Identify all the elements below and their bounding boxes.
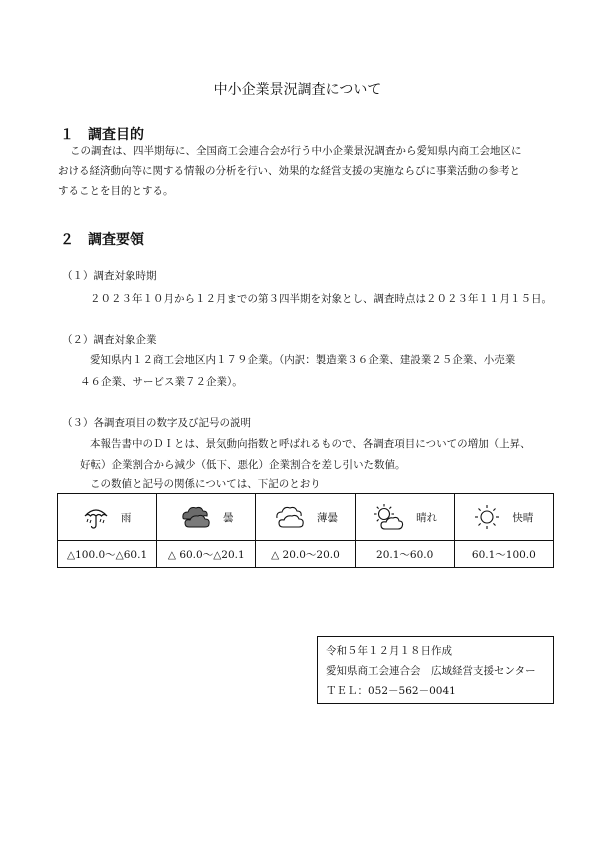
page-title: 中小企業景況調査について <box>213 82 382 98</box>
legend-range-partly-cloudy: △ 20.0～20.0 <box>256 541 355 568</box>
sub1-text: ２０２３年１０月から１２月までの第３四半期を対象とし、調査時点は２０２３年１１月１５日。 <box>90 293 552 305</box>
legend-label-cloudy: 曇 <box>223 511 234 524</box>
sub2-line-2: ４６企業、サービス業７２企業）。 <box>80 376 243 388</box>
sub2-label: （２）調査対象企業 <box>62 334 157 346</box>
section1-line-3: することを目的とする。 <box>58 185 174 197</box>
legend-cell-sunny <box>355 494 454 541</box>
legend-range-cloudy: △ 60.0～△20.1 <box>157 541 256 568</box>
legend-label-rain: 雨 <box>120 511 132 524</box>
sub1-label: （１）調査対象時期 <box>62 270 157 282</box>
signature-date: 令和５年１２月１８日作成 <box>326 645 452 657</box>
legend-cell-clear <box>454 494 553 541</box>
light-cloud-icon <box>273 505 305 529</box>
legend-cell-cloudy <box>157 494 256 541</box>
sub3-line-3: この数値と記号の関係については、下記のとおり <box>90 478 321 490</box>
section1-line-1: この調査は、四半期毎に、全国商工会連合会が行う中小企業景況調査から愛知県内商工会地区に <box>70 145 522 157</box>
section1-line-2: おける経済動向等に関する情報の分析を行い、効果的な経営支援の実施ならびに事業活動の参考と <box>58 165 520 177</box>
signature-org: 愛知県商工会連合会 広域経営支援センター <box>326 665 536 677</box>
sub3-line-1: 本報告書中のＤＩとは、景気動向指数と呼ばれるもので、各調査項目についての増加（上昇、 <box>90 438 531 450</box>
sun-icon <box>474 504 500 530</box>
di-legend-table <box>57 493 554 568</box>
sub2-line-1: 愛知県内１２商工会地区内１７９企業。（内訳：製造業３６企業、建設業２５企業、小売業 <box>90 354 516 366</box>
sub3-label: （３）各調査項目の数字及び記号の説明 <box>62 417 251 429</box>
legend-range-rain: △100.0～△60.1 <box>58 541 157 568</box>
legend-range-clear: 60.1～100.0 <box>454 541 553 568</box>
sun-behind-cloud-icon <box>372 503 404 531</box>
legend-label-partly-cloudy: 薄曇 <box>316 511 338 524</box>
legend-range-sunny: 20.1～60.0 <box>355 541 454 568</box>
sub3-line-2: 好転）企業割合から減少（低下、悪化）企業割合を差し引いた数値。 <box>80 459 406 471</box>
signature-box <box>317 636 554 704</box>
legend-label-clear: 快晴 <box>512 511 534 524</box>
dark-cloud-icon <box>179 505 211 529</box>
legend-cell-rain <box>58 494 157 541</box>
legend-label-sunny: 晴れ <box>416 511 438 524</box>
section2-heading: ２ 調査要領 <box>60 232 144 248</box>
signature-tel: ＴＥＬ：052－562－0041 <box>326 685 456 697</box>
section1-heading: １ 調査目的 <box>60 127 144 143</box>
legend-cell-partly-cloudy <box>256 494 355 541</box>
umbrella-rain-icon <box>83 504 109 530</box>
